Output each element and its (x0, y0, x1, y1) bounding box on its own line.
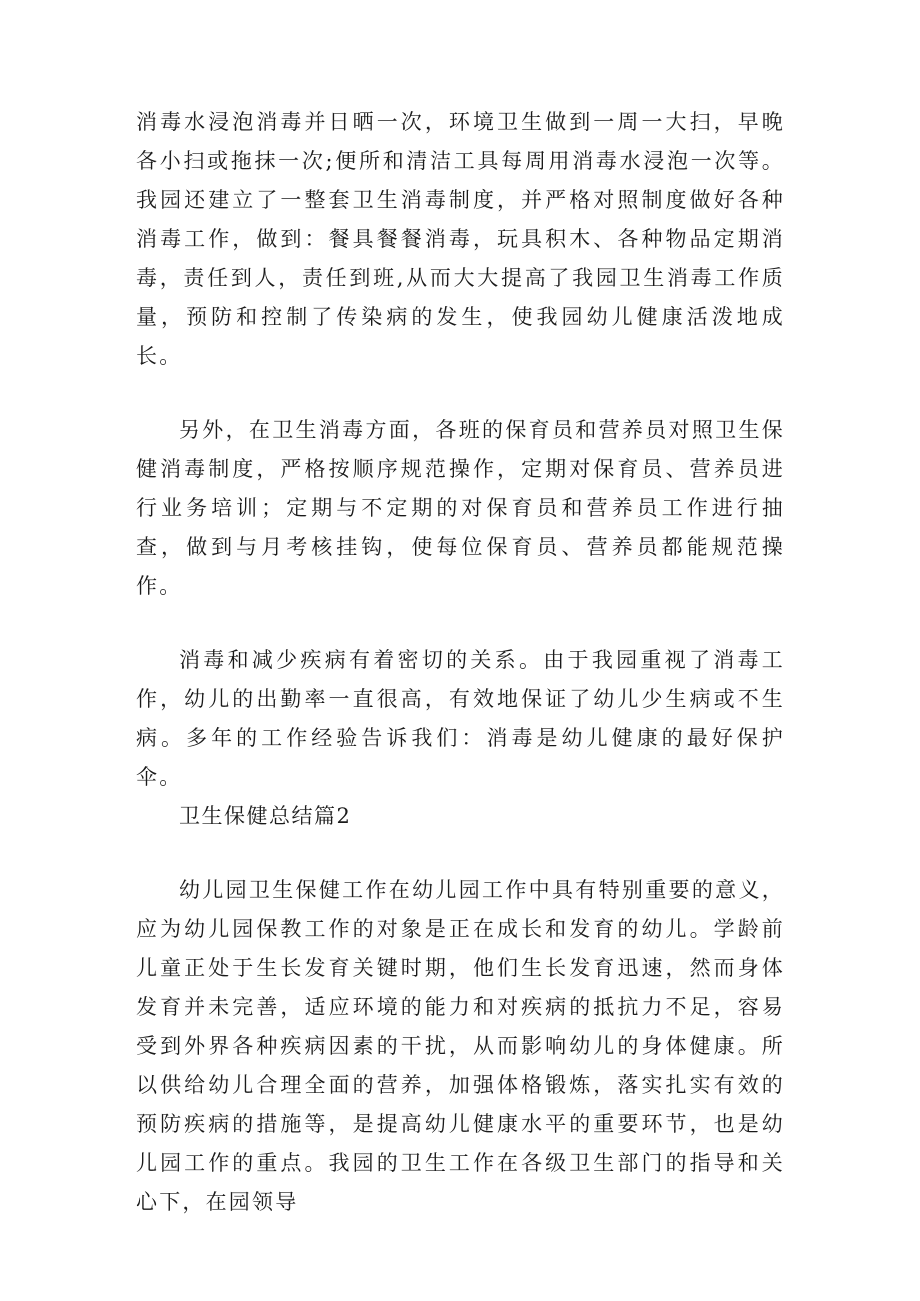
paragraph-disinfection-routine: 消毒水浸泡消毒并日晒一次，环境卫生做到一周一大扫，早晚各小扫或拖抹一次;便所和清洁工具每周用消毒水浸泡一次等。我园还建立了一整套卫生消毒制度，并严格对照制度做好各种消毒工作，做到：餐具餐餐消毒，玩具积木、各种物品定期消毒，责任到人，责任到班,从而大大提高了我园卫生消毒工作质量，预防和控制了传染病的发生，使我园幼儿健康活泼地成长。 (136, 110, 785, 368)
section-heading: 卫生保健总结篇2 (179, 804, 352, 828)
paragraph-staff-training: 另外，在卫生消毒方面，各班的保育员和营养员对照卫生保健消毒制度，严格按顺序规范操作，定期对保育员、营养员进行业务培训；定期与不定期的对保育员和营养员工作进行抽查，做到与月考核挂钩，使每位保育员、营养员都能规范操作。 (136, 418, 785, 598)
paragraph-health-care-significance: 幼儿园卫生保健工作在幼儿园工作中具有特别重要的意义，应为幼儿园保教工作的对象是正在成长和发育的幼儿。学龄前儿童正处于生长发育关键时期，他们生长发育迅速，然而身体发育并未完善，适应环境的能力和对疾病的抵抗力不足，容易受到外界各种疾病因素的干扰，从而影响幼儿的身体健康。所以供给幼儿合理全面的营养，加强体格锻炼，落实扎实有效的预防疾病的措施等，是提高幼儿健康水平的重要环节，也是幼儿园工作的重点。我园的卫生工作在各级卫生部门的指导和关心下，在园领导 (136, 878, 785, 1214)
paragraph-disinfection-importance: 消毒和减少疾病有着密切的关系。由于我园重视了消毒工作，幼儿的出勤率一直很高，有效地保证了幼儿少生病或不生病。多年的工作经验告诉我们：消毒是幼儿健康的最好保护伞。 (136, 648, 785, 789)
